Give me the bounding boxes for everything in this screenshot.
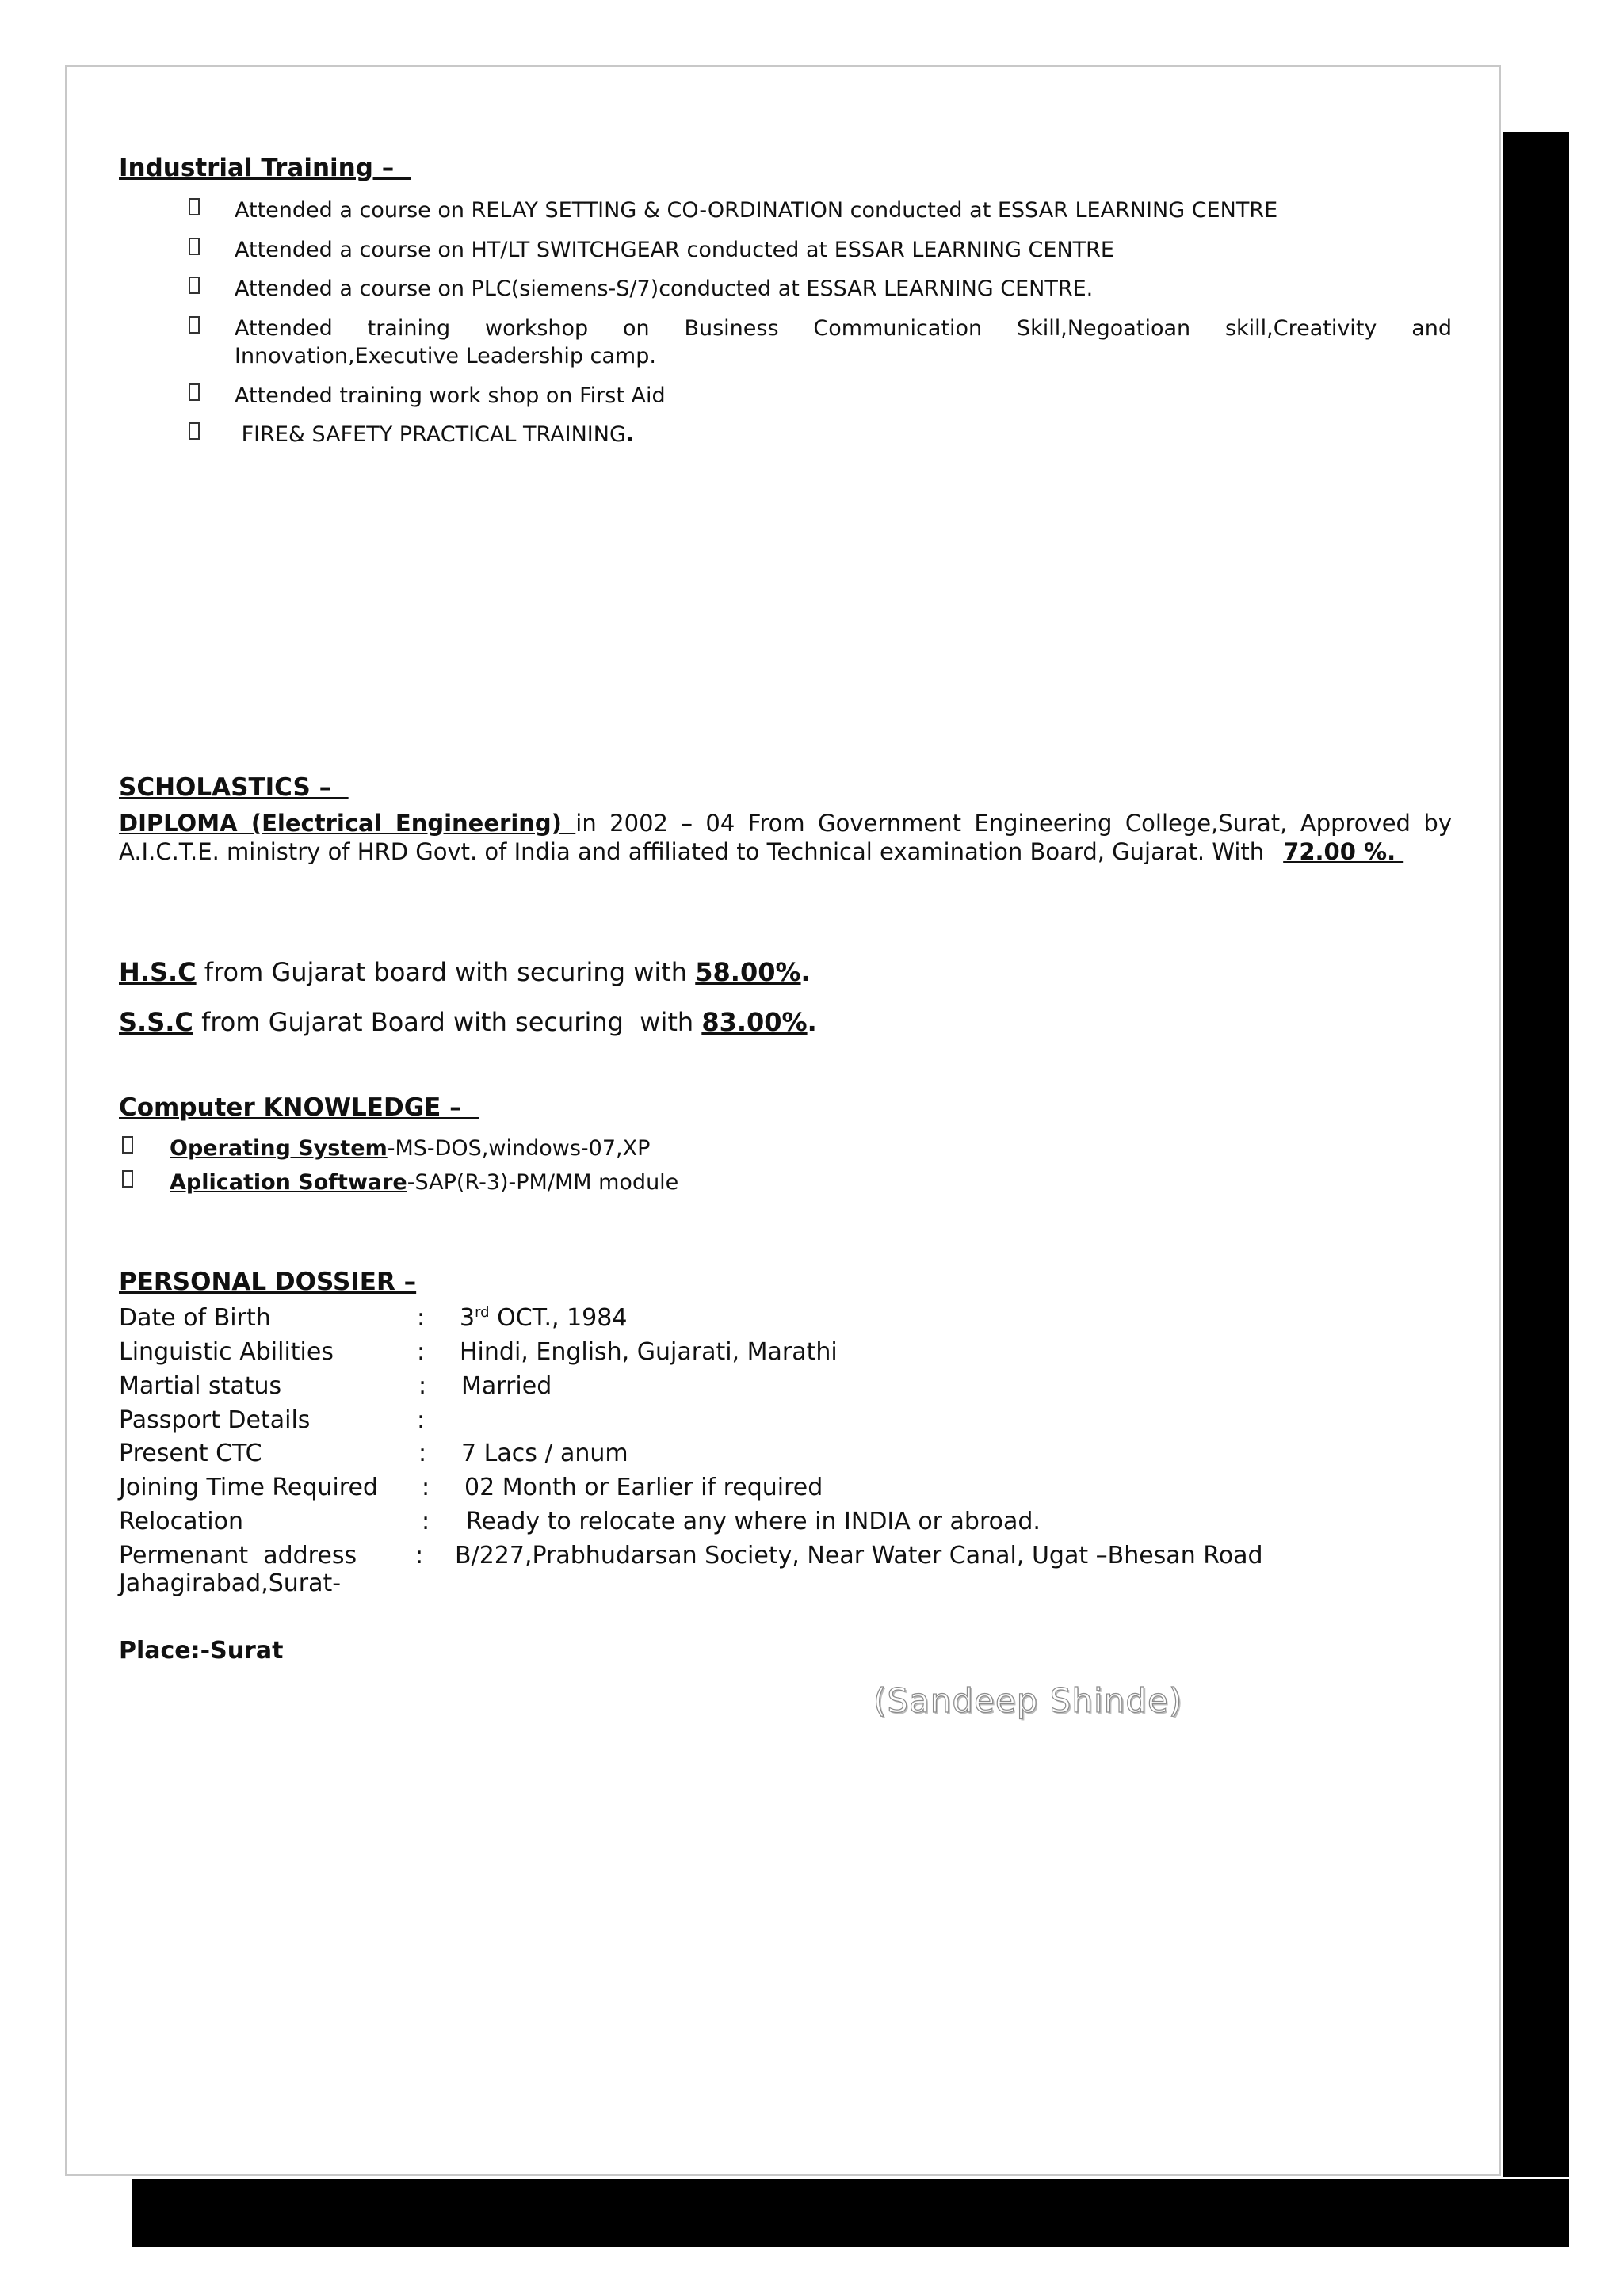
dob-value bbox=[460, 1304, 627, 1332]
resume-page bbox=[65, 65, 1501, 2176]
relocation-colon: : bbox=[422, 1508, 430, 1535]
dob-colon: : bbox=[417, 1304, 426, 1332]
ssc-text: from Gujarat Board with securing with bbox=[193, 1007, 702, 1037]
ssc-percentage: 83.00% bbox=[701, 1007, 808, 1037]
signature-name: (Sandeep Shinde) bbox=[873, 1681, 1183, 1720]
training-item-6-period: . bbox=[625, 422, 635, 447]
ssc-period: . bbox=[807, 1007, 817, 1037]
ssc-line bbox=[119, 1007, 817, 1037]
dob-day: 3 bbox=[460, 1304, 475, 1332]
operating-system-label: Operating System bbox=[170, 1136, 388, 1161]
training-item-3: Attended a course on PLC(siemens-S/7)conducted at ESSAR LEARNING CENTRE. bbox=[235, 277, 1094, 301]
diploma-line-2-text: A.I.C.T.E. ministry of HRD Govt. of India and affiliated to Technical examination Board, Gujarat. With bbox=[119, 838, 1265, 865]
ssc-label: S.S.C bbox=[119, 1007, 193, 1037]
passport-colon: : bbox=[417, 1406, 426, 1434]
training-item-5: Attended training work shop on First Aid bbox=[235, 383, 666, 408]
computer-knowledge-heading: Computer KNOWLEDGE – bbox=[119, 1093, 479, 1122]
training-item-4-cont: Innovation,Executive Leadership camp. bbox=[235, 344, 656, 368]
page-shadow-bottom bbox=[132, 2179, 1569, 2247]
marital-value: Married bbox=[461, 1372, 552, 1400]
bullet-icon bbox=[185, 273, 209, 297]
industrial-training-heading: Industrial Training – bbox=[119, 154, 411, 182]
bullet-icon bbox=[185, 419, 209, 443]
place-text: Place:-Surat bbox=[119, 1637, 284, 1665]
joining-value: 02 Month or Earlier if required bbox=[464, 1474, 823, 1501]
training-item-6-text: FIRE& SAFETY PRACTICAL TRAINING bbox=[235, 422, 626, 447]
joining-label: Joining Time Required bbox=[119, 1474, 378, 1501]
passport-label: Passport Details bbox=[119, 1406, 311, 1434]
diploma-percentage: 72.00 %. bbox=[1283, 838, 1404, 865]
application-software-value: -SAP(R-3)-PM/MM module bbox=[407, 1170, 679, 1195]
address-value: B/227,Prabhudarsan Society, Near Water Canal, Ugat –Bhesan Road bbox=[455, 1542, 1263, 1569]
diploma-line-2 bbox=[119, 838, 1403, 865]
linguistic-label: Linguistic Abilities bbox=[119, 1338, 334, 1366]
hsc-period: . bbox=[800, 957, 811, 987]
marital-label: Martial status bbox=[119, 1372, 282, 1400]
scholastics-heading: SCHOLASTICS – bbox=[119, 773, 349, 802]
training-item-2: Attended a course on HT/LT SWITCHGEAR conducted at ESSAR LEARNING CENTRE bbox=[235, 238, 1114, 262]
address-label: Permenant address bbox=[119, 1542, 357, 1569]
dob-label: Date of Birth bbox=[119, 1304, 271, 1332]
linguistic-value: Hindi, English, Gujarati, Marathi bbox=[460, 1338, 838, 1366]
linguistic-colon: : bbox=[417, 1338, 426, 1366]
joining-colon: : bbox=[422, 1474, 430, 1501]
training-item-1: Attended a course on RELAY SETTING & CO-ORDINATION conducted at ESSAR LEARNING CENTRE bbox=[235, 198, 1278, 223]
application-software-item bbox=[170, 1170, 678, 1195]
marital-colon: : bbox=[418, 1372, 427, 1400]
relocation-value: Ready to relocate any where in INDIA or abroad. bbox=[466, 1508, 1041, 1535]
address-line-2: Jahagirabad,Surat- bbox=[119, 1569, 342, 1597]
diploma-title: DIPLOMA (Electrical Engineering) bbox=[119, 810, 576, 837]
operating-system-item bbox=[170, 1136, 650, 1161]
bullet-icon bbox=[185, 235, 209, 258]
address-colon: : bbox=[415, 1542, 424, 1569]
relocation-label: Relocation bbox=[119, 1508, 243, 1535]
training-item-6 bbox=[235, 422, 634, 447]
application-software-label: Aplication Software bbox=[170, 1170, 407, 1195]
diploma-line-1-text: in 2002 – 04 From Government Engineering College,Surat, Approved by bbox=[575, 810, 1452, 837]
bullet-icon bbox=[185, 380, 209, 404]
bullet-icon bbox=[119, 1133, 143, 1157]
dob-rest: OCT., 1984 bbox=[489, 1304, 628, 1332]
training-item-4: Attended training workshop on Business Communication Skill,Negoatioan skill,Creativity and bbox=[235, 316, 1452, 341]
bullet-icon bbox=[185, 313, 209, 337]
bullet-icon bbox=[119, 1167, 143, 1191]
personal-dossier-heading: PERSONAL DOSSIER – bbox=[119, 1268, 417, 1296]
hsc-percentage: 58.00% bbox=[695, 957, 801, 987]
ctc-colon: : bbox=[418, 1440, 427, 1467]
hsc-label: H.S.C bbox=[119, 957, 197, 987]
ctc-label: Present CTC bbox=[119, 1440, 262, 1467]
ctc-value: 7 Lacs / anum bbox=[461, 1440, 628, 1467]
operating-system-value: -MS-DOS,windows-07,XP bbox=[387, 1136, 651, 1161]
bullet-icon bbox=[185, 195, 209, 219]
hsc-line bbox=[119, 957, 811, 987]
diploma-line-1 bbox=[119, 810, 1452, 837]
page-shadow-right bbox=[1503, 132, 1569, 2177]
hsc-text: from Gujarat board with securing with bbox=[196, 957, 696, 987]
dob-suffix: rd bbox=[475, 1304, 490, 1321]
